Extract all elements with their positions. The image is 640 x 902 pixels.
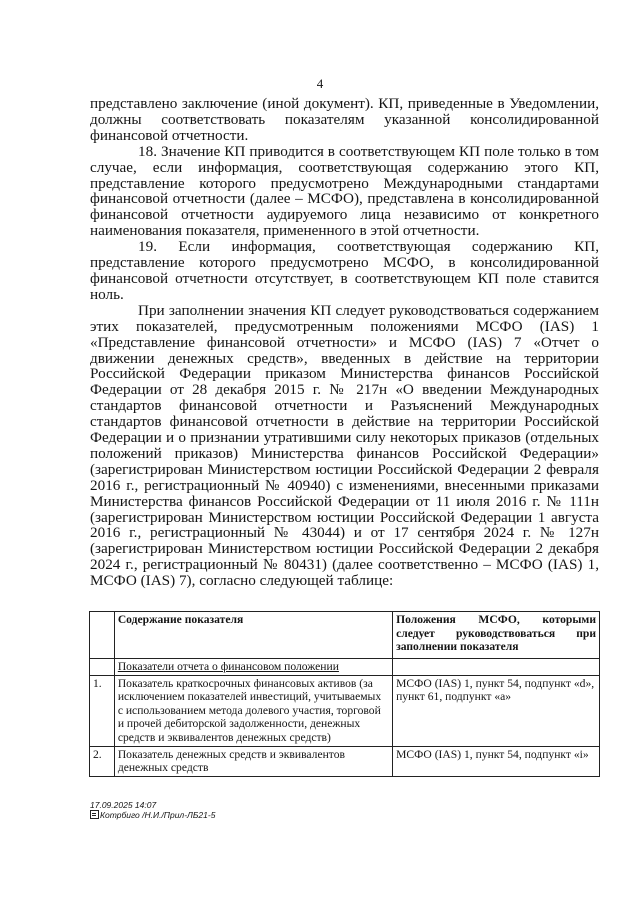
table-row [90,675,600,746]
body-text [90,96,599,589]
footer-doc-ref: Котрбиго /Н.И./Прил-ЛБ21-5 [100,810,216,820]
table-header-row [90,612,600,659]
paragraph-filling-rules: При заполнении значения КП следует руководствоваться содержанием этих показателей, предусмотренным положениями МСФО (IAS) 1 «Представление финансовой отчетности» и МСФО (IAS) 7 «Отчет о движении денежных средств», введенных в действие на территории Российской Федерации приказом Министерства финансов Российской Федерации от 28 декабря 2015 г. № 217н «О введении Международных стандартов финансовой отчетности и Разъяснений Международных стандартов финансовой отчетности в действие на территории Российской Федерации и о признании утратившими силу некоторых приказов (отдельных положений приказов) Министерства финансов Российской Федерации» (зарегистрирован Министерством юстиции Российской Федерации 2 февраля 2016 г., регистрационный № 40940) с изменениями, внесенными приказами Министерства финансов Российской Федерации от 11 июля 2016 г. № 111н (зарегистрирован Министерством юстиции Российской Федерации 1 августа 2016 г., регистрационный № 43044) и от 17 сентября 2024 г. № 127н (зарегистрирован Министерством юстиции Российской Федерации 2 декабря 2024 г., регистрационный № 80431) (далее соответственно – МСФО (IAS) 1, МСФО (IAS) 7), согласно следующей таблице: [90,301,599,590]
row-content: Показатель денежных средств и эквивалентов денежных средств [114,746,392,776]
row-provisions: МСФО (IAS) 1, пункт 54, подпункт «d», пункт 61, подпункт «а» [393,675,600,746]
header-content-cell: Содержание показателя [114,612,392,659]
row-number: 1. [90,675,115,746]
section-number-cell [90,659,115,676]
paragraph-18: 18. Значение КП приводится в соответствующем КП поле только в том случае, если информация, соответствующая содержанию этого КП, представление которого предусмотрено Международными стандартами финансовой отчетности (далее – МСФО), представлена в консолидированной финансовой отчетности аудируемого лица независимо от конкретного наименования показателя, примененного в этой отчетности. [90,142,599,240]
footer [90,800,215,820]
row-number: 2. [90,746,115,776]
paragraph-19: 19. Если информация, соответствующая содержанию КП, представление которого предусмотрено МСФО, в консолидированной финансовой отчетности отсутствует, в соответствующем КП поле ставится ноль. [90,238,599,303]
table-section-row [90,659,600,676]
row-content: Показатель краткосрочных финансовых активов (за исключением показателей инвестиций, учитываемых с использованием метода долевого участия, торговой и прочей дебиторской задолженности, денежных средств и эквивалентов денежных средств) [114,675,392,746]
section-title: Показатели отчета о финансовом положении [114,659,392,676]
indicators-table [89,611,600,777]
section-empty-cell [393,659,600,676]
row-provisions: МСФО (IAS) 1, пункт 54, подпункт «i» [393,746,600,776]
page-number: 4 [316,76,324,91]
footer-timestamp: 17.09.2025 14:07 [90,800,157,810]
header-provisions-cell: Положения МСФО, которыми следует руководствоваться при заполнении показателя [393,612,600,659]
header-number-cell [90,612,115,659]
table-row [90,746,600,776]
document-icon [90,810,99,819]
paragraph-intro: представлено заключение (иной документ). КП, приведенные в Уведомлении, должны соответствовать показателям указанной консолидированной финансовой отчетности. [90,95,599,144]
footer-doc-ref-line [90,810,215,820]
